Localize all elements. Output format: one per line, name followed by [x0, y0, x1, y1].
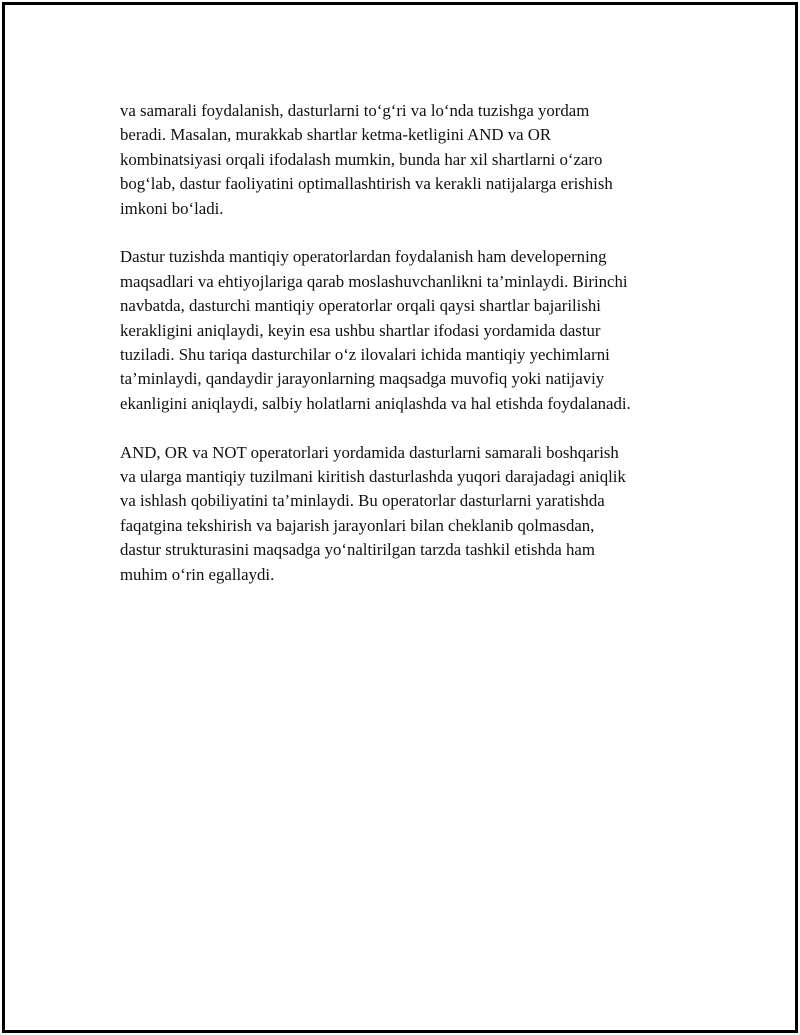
- document-page: [2, 2, 798, 1033]
- text-line: beradi. Masalan, murakkab shartlar ketma-ketligini AND va OR: [120, 125, 552, 145]
- document-body: [120, 99, 690, 611]
- text-line: ekanligini aniqlaydi, salbiy holatlarni aniqlashda va hal etishda foydalanadi.: [120, 393, 631, 413]
- text-line: AND, OR va NOT operatorlari yordamida dasturlarni samarali boshqarish: [120, 442, 619, 462]
- text-line: bog‘lab, dastur faoliyatini optimallashtirish va kerakli natijalarga erishish: [120, 174, 613, 194]
- text-line: maqsadlari va ehtiyojlariga qarab moslashuvchanlikni ta’minlaydi. Birinchi: [120, 271, 628, 291]
- text-line: va samarali foydalanish, dasturlarni to‘g‘ri va lo‘nda tuzishga yordam: [120, 101, 590, 120]
- paragraph-3: [120, 441, 690, 587]
- text-line: va ularga mantiqiy tuzilmani kiritish dasturlashda yuqori darajadagi aniqlik: [120, 467, 626, 487]
- paragraph-2: [120, 245, 690, 416]
- text-line: kombinatsiyasi orqali ifodalash mumkin, bunda har xil shartlarni o‘zaro: [120, 149, 603, 169]
- text-line: faqatgina tekshirish va bajarish jarayonlari bilan cheklanib qolmasdan,: [120, 515, 595, 535]
- paragraph-1: [120, 99, 690, 221]
- text-line: imkoni bo‘ladi.: [120, 198, 224, 218]
- text-line: kerakligini aniqlaydi, keyin esa ushbu shartlar ifodasi yordamida dastur: [120, 320, 601, 340]
- text-line: dastur strukturasini maqsadga yo‘naltirilgan tarzda tashkil etishda ham: [120, 540, 595, 560]
- text-line: ta’minlaydi, qandaydir jarayonlarning maqsadga muvofiq yoki natijaviy: [120, 369, 605, 389]
- text-line: muhim o‘rin egallaydi.: [120, 564, 275, 584]
- text-line: va ishlash qobiliyatini ta’minlaydi. Bu operatorlar dasturlarni yaratishda: [120, 491, 605, 511]
- text-line: tuziladi. Shu tariqa dasturchilar o‘z ilovalari ichida mantiqiy yechimlarni: [120, 345, 610, 365]
- text-line: navbatda, dasturchi mantiqiy operatorlar orqali qaysi shartlar bajarilishi: [120, 296, 601, 316]
- text-line: Dastur tuzishda mantiqiy operatorlardan foydalanish ham developerning: [120, 247, 607, 267]
